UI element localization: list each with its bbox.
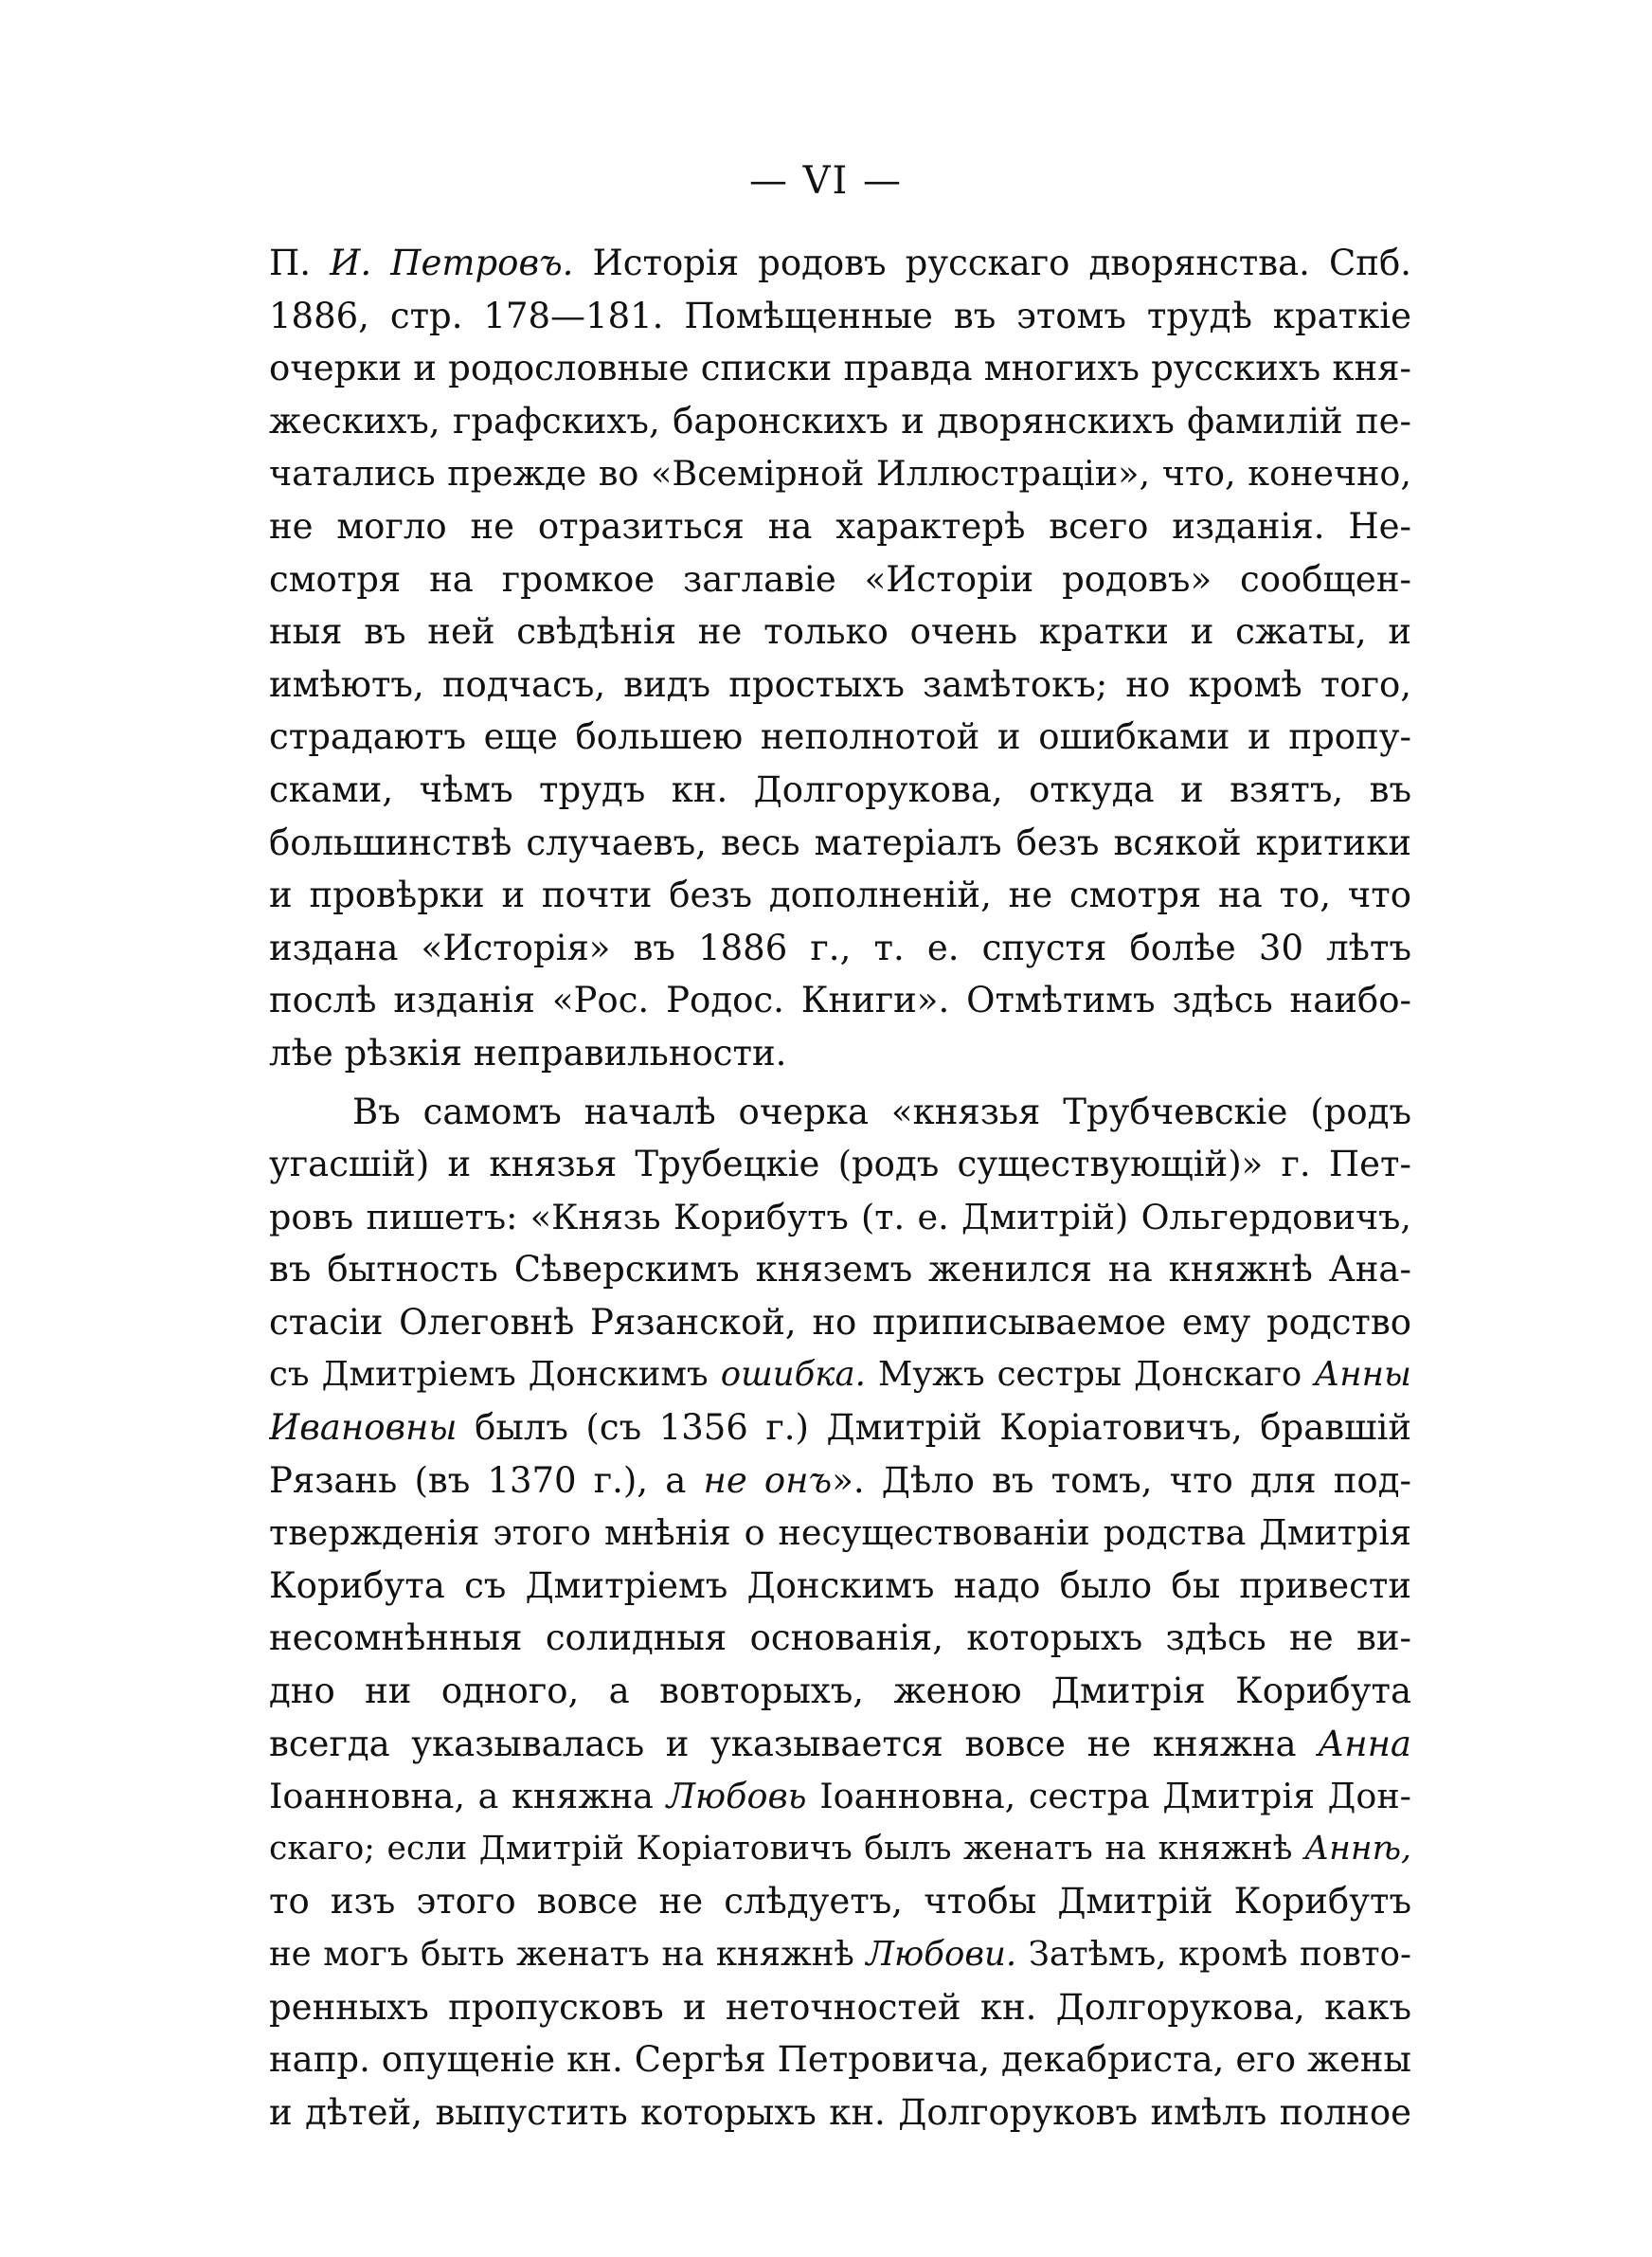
text-line — [269, 342, 1411, 395]
text-line — [269, 1138, 1411, 1191]
body-text — [269, 237, 1411, 2139]
text-run: жескихъ, графскихъ, баронскихъ и дворянскихъ фамилій пе- — [269, 400, 1411, 442]
text-run: Іоанновна, сестра Дмитрія Дон- — [806, 1776, 1411, 1817]
text-run: въ бытность Сѣверскимъ княземъ женился на княжнѣ Ана- — [269, 1249, 1411, 1291]
text-run: Корибута съ Дмитріемъ Донскимъ надо было бы привести — [269, 1564, 1411, 1606]
text-run: стасіи Олеговнѣ Рязанской, но приписываемое ему родство — [269, 1301, 1411, 1343]
text-line — [269, 1823, 1411, 1876]
text-line — [269, 1191, 1411, 1244]
page-number: — VI — — [748, 159, 904, 203]
text-line — [269, 237, 1411, 290]
text-run: былъ (съ 1356 г.) Дмитрій Коріатовичъ, бравшій — [457, 1407, 1411, 1449]
paragraph — [269, 1086, 1411, 2140]
italic-text: Анна — [1318, 1723, 1411, 1764]
text-line — [269, 764, 1411, 817]
text-run: смотря на громкое заглавіе «Исторіи родовъ» сообщен- — [269, 558, 1411, 600]
text-line — [269, 2086, 1411, 2140]
text-run: ныя въ ней свѣдѣнія не только очень кратки и сжаты, и — [269, 611, 1411, 653]
text-run: чатались прежде во «Всемірной Иллюстраціи», что, конечно, — [269, 453, 1411, 495]
text-run: издана «Исторія» въ 1886 г., т. е. спустя болѣе 30 лѣтъ — [269, 927, 1411, 968]
text-line — [269, 1981, 1411, 2034]
italic-text: не онъ — [703, 1459, 833, 1501]
text-run: напр. опущеніе кн. Сергѣя Петровича, декабриста, его жены — [269, 2039, 1411, 2081]
text-run: послѣ изданія «Рос. Родос. Книги». Отмѣтимъ здѣсь наибо- — [269, 980, 1411, 1021]
text-line — [269, 1718, 1411, 1771]
text-line — [269, 869, 1411, 922]
text-line — [269, 1348, 1411, 1401]
text-line — [269, 2033, 1411, 2086]
italic-text: И. Петровъ. — [330, 243, 574, 283]
text-line — [269, 605, 1411, 659]
text-run: ровъ пишетъ: «Князь Корибутъ (т. е. Дмитрій) Ольгердовичъ, — [269, 1196, 1411, 1237]
text-line — [269, 1875, 1411, 1928]
text-run: скаго; если Дмитрій Коріатовичъ былъ женатъ на княжнѣ — [269, 1829, 1305, 1868]
text-line — [269, 817, 1411, 870]
text-line — [269, 1612, 1411, 1665]
italic-text: Ивановны — [269, 1407, 458, 1449]
text-line — [269, 447, 1411, 500]
text-run: имѣютъ, подчасъ, видъ простыхъ замѣтокъ; но кромѣ того, — [269, 663, 1411, 705]
text-line — [269, 1454, 1411, 1508]
text-run: то изъ этого вовсе не слѣдуетъ, чтобы Дмитрій Корибутъ — [269, 1881, 1411, 1923]
text-line — [269, 1243, 1411, 1296]
italic-text: Аннѣ, — [1304, 1829, 1411, 1868]
text-run: угасшій) и князья Трубецкіе (родъ существующій)» г. Пет- — [269, 1144, 1411, 1185]
text-run: Въ самомъ началѣ очерка «князья Трубчевскіе (родъ — [352, 1091, 1411, 1132]
italic-text: Анны — [1314, 1355, 1411, 1395]
paragraph — [269, 237, 1411, 1080]
text-run: очерки и родословные списки правда многихъ русскихъ кня- — [269, 348, 1411, 389]
text-run: Мужъ сестры Донскаго — [865, 1355, 1315, 1395]
text-run: Затѣмъ, кромѣ повто- — [1016, 1935, 1411, 1974]
text-run: лѣе рѣзкія неправильности. — [269, 1032, 787, 1074]
text-run: страдаютъ еще большею неполнотой и ошибками и пропу- — [269, 716, 1411, 758]
text-run: твержденія этого мнѣнія о несуществованіи родства Дмитрія — [269, 1512, 1411, 1554]
text-line — [269, 1086, 1411, 1139]
text-run: съ Дмитріемъ Донскимъ — [269, 1355, 721, 1395]
text-run: всегда указывалась и указывается вовсе не княжна — [269, 1723, 1319, 1764]
text-line — [269, 1296, 1411, 1349]
text-line — [269, 974, 1411, 1027]
text-line — [269, 290, 1411, 343]
text-line — [269, 1507, 1411, 1560]
italic-text: ошибка. — [720, 1355, 866, 1395]
text-run: П. — [269, 243, 331, 283]
text-line — [269, 1770, 1411, 1823]
text-line — [269, 922, 1411, 975]
text-run: ». Дѣло въ томъ, что для под- — [832, 1459, 1411, 1501]
text-run: сками, чѣмъ трудъ кн. Долгорукова, откуда и взятъ, въ — [269, 768, 1411, 810]
text-line — [269, 1027, 1411, 1080]
text-line — [269, 500, 1411, 553]
text-run: несомнѣнныя солидныя основанія, которыхъ здѣсь не ви- — [269, 1617, 1411, 1659]
text-line — [269, 553, 1411, 606]
text-line — [269, 1928, 1411, 1981]
text-run: не могло не отразиться на характерѣ всего изданія. Не- — [269, 505, 1411, 547]
italic-text: Любовь — [666, 1776, 807, 1817]
italic-text: Любови. — [866, 1935, 1017, 1974]
text-run: и дѣтей, выпустить которыхъ кн. Долгоруковъ имѣлъ полное — [269, 2091, 1411, 2133]
text-run: Исторія родовъ русскаго дворянства. Спб. — [573, 243, 1411, 283]
text-run: дно ни одного, а вовторыхъ, женою Дмитрія Корибута — [269, 1670, 1411, 1712]
text-line — [269, 1560, 1411, 1613]
text-run: Рязань (въ 1370 г.), а — [269, 1459, 704, 1501]
text-line — [269, 659, 1411, 712]
text-run: не могъ быть женатъ на княжнѣ — [269, 1935, 867, 1974]
text-line — [269, 1401, 1411, 1454]
text-run: и провѣрки и почти безъ дополненій, не смотря на то, что — [269, 875, 1411, 916]
text-run: 1886, стр. 178—181. Помѣщенные въ этомъ трудѣ краткіе — [269, 295, 1411, 336]
text-line — [269, 1665, 1411, 1718]
text-run: большинствѣ случаевъ, весь матеріалъ безъ всякой критики — [269, 822, 1411, 863]
text-line — [269, 395, 1411, 448]
text-line — [269, 711, 1411, 764]
text-run: ренныхъ пропусковъ и неточностей кн. Долгорукова, какъ — [269, 1986, 1411, 2028]
text-run: Іоанновна, а княжна — [269, 1776, 667, 1817]
